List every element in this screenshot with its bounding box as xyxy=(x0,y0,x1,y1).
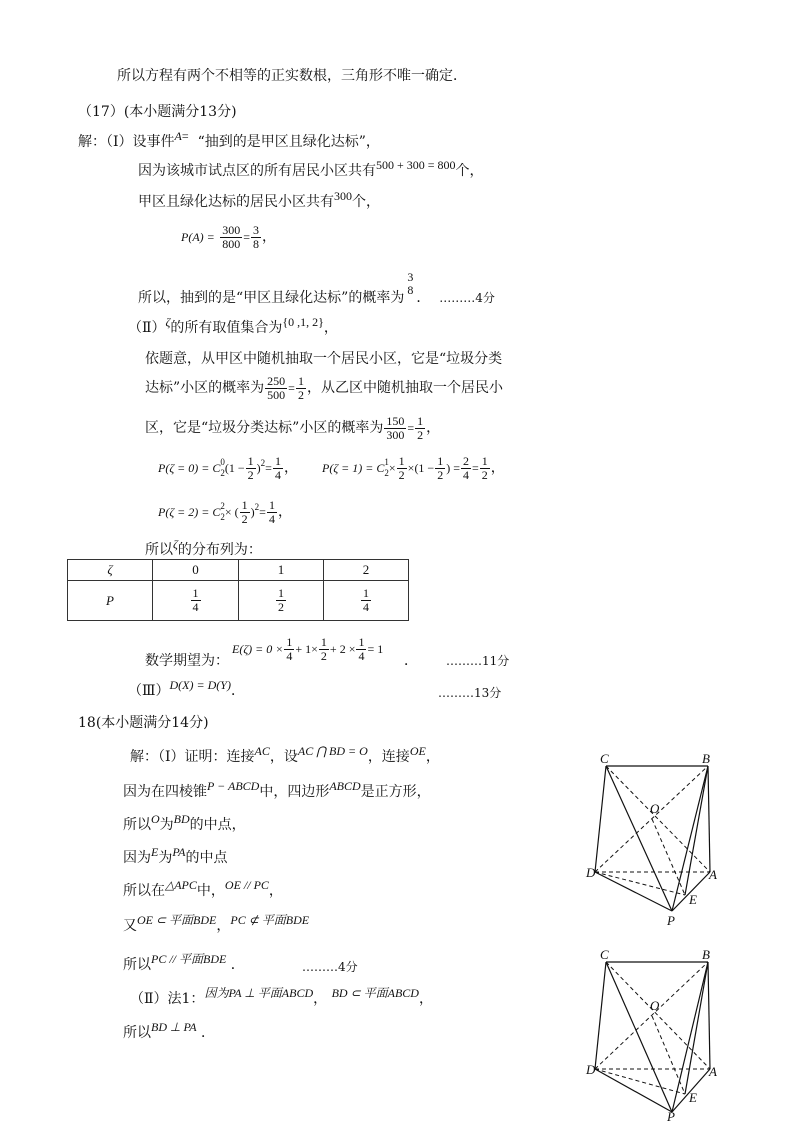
text: 个， xyxy=(455,163,484,179)
solution-line-total xyxy=(138,158,484,180)
problem-17-title: （17）(本小题满分13分) xyxy=(78,104,237,120)
text: ×(1 − xyxy=(407,461,435,475)
equals: = xyxy=(181,129,189,143)
times: × xyxy=(388,461,396,475)
label-E: E xyxy=(689,1090,697,1105)
table-row-probs xyxy=(68,581,409,621)
math: BD ⊂ 平面ABCD xyxy=(331,986,419,1000)
value-set: {0 ,1, 2} xyxy=(282,315,324,329)
fraction xyxy=(251,224,261,251)
text: 又 xyxy=(123,918,137,934)
numerator: 1 xyxy=(268,497,275,512)
event-var: A xyxy=(174,129,182,143)
score-4: ………4分 xyxy=(439,291,495,305)
fraction xyxy=(405,271,415,297)
text: 为 xyxy=(159,817,174,833)
equals: = xyxy=(243,230,250,244)
table-cell xyxy=(153,581,239,621)
label-D: D xyxy=(586,1062,596,1077)
math: △APC xyxy=(165,878,197,892)
numerator: 300 xyxy=(222,222,241,237)
text: 中，四边形 xyxy=(259,784,330,800)
label-C: C xyxy=(600,947,609,962)
fraction xyxy=(461,455,471,482)
denominator: 300 xyxy=(386,427,405,442)
exponent: 2 xyxy=(254,502,260,512)
fraction xyxy=(246,455,256,482)
denominator: 2 xyxy=(417,427,424,442)
variance-eq: D(X) = D(Y) xyxy=(169,678,231,692)
fraction xyxy=(191,587,201,614)
numerator: 1 xyxy=(417,413,424,428)
text: ， xyxy=(313,991,328,1007)
math: ABCD xyxy=(329,779,361,793)
text: 为 xyxy=(158,850,173,866)
fraction xyxy=(361,587,371,614)
fraction xyxy=(220,224,242,251)
proof-line-7 xyxy=(123,952,245,974)
denominator: 2 xyxy=(241,511,248,526)
text: 解：（Ⅰ）证明：连接 xyxy=(130,749,255,765)
solution-line-prob-yi xyxy=(145,410,440,446)
solution-line-prob-a xyxy=(138,271,495,315)
punct: ． xyxy=(404,653,418,669)
text: 甲区且绿化达标的居民小区共有 xyxy=(138,194,334,210)
proof-line-5 xyxy=(123,878,283,900)
part-iii-label: （Ⅲ） xyxy=(128,683,170,699)
solution-label: 解：（Ⅰ）设事件 xyxy=(78,134,175,150)
denominator: 2 xyxy=(398,467,405,482)
expectation-label: 数学期望为： xyxy=(145,653,229,669)
text: ， xyxy=(418,991,433,1007)
formula-pa xyxy=(181,221,276,253)
text: ) xyxy=(250,505,255,519)
zeta-var: ζ xyxy=(165,315,171,329)
proof-line-9 xyxy=(123,1020,216,1042)
punct: ， xyxy=(261,229,276,245)
numerator: 1 xyxy=(286,634,293,649)
punct: ， xyxy=(283,460,298,476)
numerator: 2 xyxy=(462,453,469,468)
comb-sup: 1 xyxy=(384,457,389,467)
p2-lhs: P(ζ = 2) = C xyxy=(158,505,221,519)
fraction xyxy=(265,375,287,402)
text: 所以在 xyxy=(123,883,165,899)
fraction xyxy=(397,455,407,482)
numerator: 3 xyxy=(407,270,414,284)
text: + 1× xyxy=(295,642,318,656)
fraction xyxy=(267,499,277,526)
text: 的中点 xyxy=(185,850,228,866)
label-C: C xyxy=(600,751,609,766)
text: 所以，抽到的是“甲区且绿化达标”的概率为 xyxy=(138,290,405,306)
text: 个， xyxy=(352,194,380,210)
fraction xyxy=(296,375,306,402)
denominator: 2 xyxy=(320,648,327,663)
text-line-conclusion: 所以方程有两个不相等的正实数根，三角形不唯一确定． xyxy=(117,68,467,84)
math: OE xyxy=(409,744,426,758)
label-B: B xyxy=(702,947,710,962)
denominator: 4 xyxy=(192,600,199,614)
text: ，设 xyxy=(269,749,298,765)
denominator: 4 xyxy=(274,467,281,482)
equals: = xyxy=(265,461,272,475)
math: E xyxy=(151,845,159,859)
fraction xyxy=(273,455,283,482)
proof-line-1 xyxy=(130,744,440,766)
table-cell: 1 xyxy=(239,560,324,581)
comb-sub: 2 xyxy=(220,468,225,478)
pyramid-figure-2 xyxy=(580,942,730,1123)
text: 的中点， xyxy=(189,817,246,833)
text: ，从乙区中随机抽取一个居民小 xyxy=(306,380,503,396)
distribution-table xyxy=(67,559,409,621)
punct: ， xyxy=(277,504,292,520)
formula-p1 xyxy=(322,450,505,486)
text: 的所有取值集合为 xyxy=(170,320,283,336)
punct: ， xyxy=(490,460,505,476)
denominator: 4 xyxy=(268,511,275,526)
fraction xyxy=(276,587,286,614)
solution-line-count xyxy=(138,189,380,211)
numerator: 1 xyxy=(241,497,248,512)
math-300: 300 xyxy=(334,189,352,203)
punct: ． xyxy=(201,1025,216,1041)
proof-line-8 xyxy=(130,986,433,1008)
p0-lhs: P(ζ = 0) = C xyxy=(158,461,221,475)
fraction xyxy=(480,455,490,482)
proof-line-6 xyxy=(123,913,310,935)
table-cell xyxy=(324,581,409,621)
text: (1 − xyxy=(224,461,245,475)
comb-sub: 2 xyxy=(220,512,225,522)
solution-line-prob-jia xyxy=(145,370,503,406)
fraction xyxy=(284,636,294,663)
math: PC // 平面BDE xyxy=(151,952,227,966)
numerator: 150 xyxy=(386,413,405,428)
table-cell xyxy=(239,581,324,621)
formula-p0 xyxy=(158,450,298,487)
text: 的分布列为： xyxy=(177,542,262,558)
numerator: 250 xyxy=(267,373,286,388)
part-iii-line xyxy=(128,678,245,700)
fraction xyxy=(319,636,329,663)
numerator: 1 xyxy=(481,453,488,468)
text: 达标”小区的概率为 xyxy=(145,380,265,396)
punct: ， xyxy=(323,320,338,336)
label-A: A xyxy=(709,867,717,882)
text: 是正方形， xyxy=(360,784,431,800)
table-cell: P xyxy=(68,581,153,621)
text: 所以 xyxy=(123,957,151,973)
text: ， xyxy=(216,918,231,934)
text: × ( xyxy=(224,505,239,519)
denominator: 4 xyxy=(462,467,469,482)
table-row-values xyxy=(68,560,409,581)
equals: = xyxy=(471,461,479,475)
text: 因为该城市试点区的所有居民小区共有 xyxy=(138,163,376,179)
text: 中， xyxy=(196,883,225,899)
proof-line-2 xyxy=(123,779,431,801)
table-cell: ζ xyxy=(68,560,153,581)
text: ， xyxy=(268,883,283,899)
text: 所以 xyxy=(123,1025,151,1041)
pyramid-figure-1 xyxy=(580,748,730,930)
text: 因为 xyxy=(123,850,151,866)
formula-p2 xyxy=(158,494,292,531)
math: BD ⊥ PA xyxy=(151,1020,197,1034)
math: AC ⋂ BD = O xyxy=(297,744,368,758)
fraction xyxy=(415,415,425,442)
text: ，连接 xyxy=(367,749,410,765)
punct: ． xyxy=(230,957,245,973)
label-P: P xyxy=(667,1109,675,1123)
numerator: 1 xyxy=(274,453,281,468)
math: OE ⊂ 平面BDE xyxy=(137,913,217,927)
problem-18-title: 18(本小题满分14分) xyxy=(78,715,209,731)
part-ii-label: （Ⅱ） xyxy=(128,320,166,336)
fraction xyxy=(240,499,250,526)
proof-line-3 xyxy=(123,812,246,834)
exponent: 2 xyxy=(260,458,266,468)
text: ) xyxy=(256,461,261,475)
punct: ． xyxy=(230,683,245,699)
fraction xyxy=(384,415,406,442)
denominator: 2 xyxy=(247,467,254,482)
formula-expectation xyxy=(232,631,383,667)
zeta-var: ζ xyxy=(173,537,178,551)
exp-lhs: E(ζ) = 0 × xyxy=(232,642,284,656)
text: 所以 xyxy=(145,542,173,558)
denominator: 500 xyxy=(267,387,286,402)
event-desc: “抽到的是甲区且绿化达标”， xyxy=(197,134,380,150)
label-E: E xyxy=(689,892,697,907)
table-cell: 2 xyxy=(324,560,409,581)
text: （Ⅱ）法1： xyxy=(130,991,205,1007)
text: 区，它是“垃圾分类达标”小区的概率为 xyxy=(145,420,384,436)
score-4b: ………4分 xyxy=(302,960,358,974)
equals: = xyxy=(407,421,415,435)
comb-sup: 0 xyxy=(220,457,225,467)
text: = 1 xyxy=(367,642,384,656)
text: ， xyxy=(425,749,440,765)
numerator: 1 xyxy=(297,373,304,388)
denominator: 4 xyxy=(358,648,365,663)
p1-lhs: P(ζ = 1) = C xyxy=(322,461,385,475)
solution-line-event xyxy=(78,129,380,151)
label-P: P xyxy=(667,913,675,928)
numerator: 1 xyxy=(358,634,365,649)
math: PA xyxy=(172,845,186,859)
math-sum: 500 + 300 = 800 xyxy=(376,158,456,172)
label-A: A xyxy=(709,1064,717,1079)
denominator: 2 xyxy=(437,467,444,482)
denominator: 2 xyxy=(297,387,304,402)
label-O: O xyxy=(650,998,660,1013)
text: + 2 × xyxy=(329,642,356,656)
math: AC xyxy=(254,744,270,758)
numerator: 1 xyxy=(320,634,327,649)
fraction xyxy=(435,455,445,482)
dist-intro xyxy=(145,537,262,559)
numerator: 1 xyxy=(278,586,284,600)
fraction xyxy=(356,636,366,663)
numerator: 1 xyxy=(363,586,369,600)
math: OE // PC xyxy=(224,878,269,892)
denominator: 4 xyxy=(363,600,369,614)
math: PC ⊄ 平面BDE xyxy=(230,913,310,927)
solution-line-explain: 依题意，从甲区中随机抽取一个居民小区，它是“垃圾分类 xyxy=(145,351,503,367)
denominator: 2 xyxy=(278,600,284,614)
text: 因为在四棱锥 xyxy=(123,784,207,800)
proof-line-4 xyxy=(123,845,228,867)
numerator: 1 xyxy=(437,453,444,468)
comb-sup: 2 xyxy=(220,501,225,511)
math: 因为PA ⊥ 平面ABCD xyxy=(204,986,314,1000)
solution-line-values xyxy=(128,315,338,337)
label-B: B xyxy=(702,751,710,766)
punct: ， xyxy=(426,420,441,436)
math: BD xyxy=(173,812,190,826)
equals: = xyxy=(259,505,266,519)
numerator: 1 xyxy=(247,453,254,468)
score-11: ………11分 xyxy=(446,654,510,668)
math: P − ABCD xyxy=(207,779,260,793)
label-D: D xyxy=(586,865,596,880)
equals: = xyxy=(288,381,295,395)
pa-lhs: P(A) = xyxy=(181,230,215,244)
comb-sub: 2 xyxy=(384,468,389,478)
denominator: 8 xyxy=(252,236,259,251)
score-13: ………13分 xyxy=(438,686,502,700)
label-O: O xyxy=(650,801,660,816)
denominator: 8 xyxy=(407,283,414,297)
text: 所以 xyxy=(123,817,151,833)
punct: ． xyxy=(416,290,431,306)
denominator: 2 xyxy=(481,467,488,482)
numerator: 1 xyxy=(192,586,199,600)
denominator: 800 xyxy=(222,236,241,251)
math: O xyxy=(151,812,160,826)
text: ) = xyxy=(446,461,460,475)
table-cell: 0 xyxy=(153,560,239,581)
numerator: 3 xyxy=(252,222,259,237)
denominator: 4 xyxy=(286,648,293,663)
numerator: 1 xyxy=(398,453,405,468)
